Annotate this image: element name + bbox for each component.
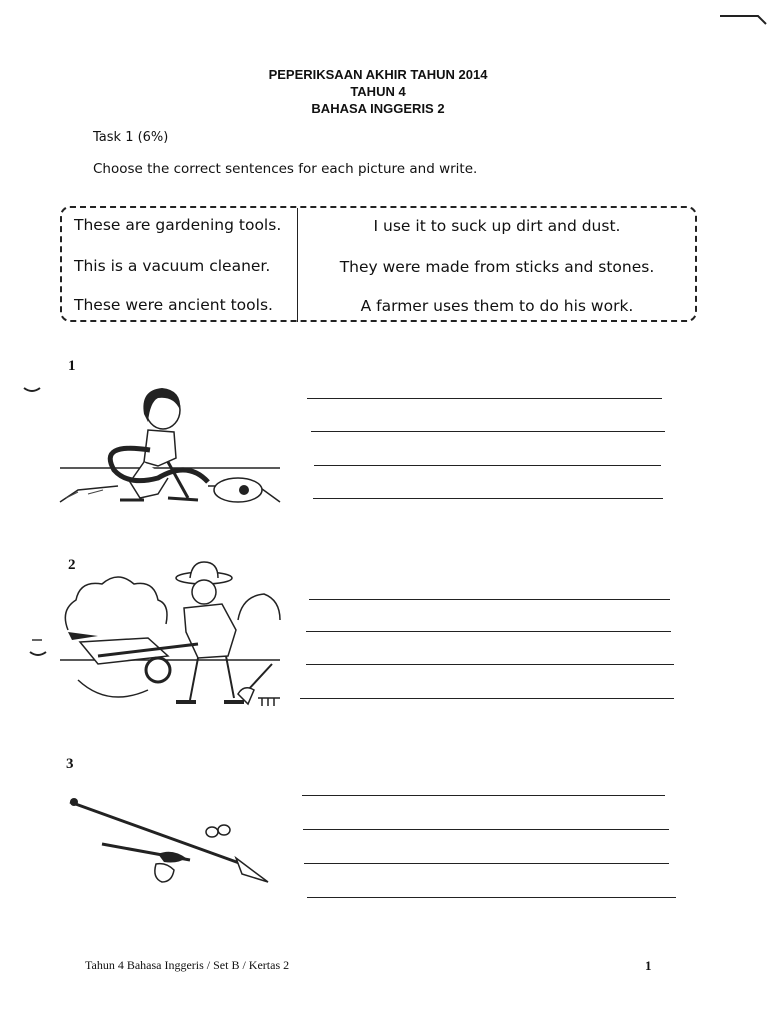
question-number: 2 xyxy=(68,557,76,573)
page-footer: Tahun 4 Bahasa Inggeris / Set B / Kertas 2 xyxy=(85,958,290,972)
question-number: 3 xyxy=(66,756,74,772)
answer-line[interactable] xyxy=(306,664,674,665)
task-title: Task 1 (6%) xyxy=(93,130,169,145)
word-box-left-item: This is a vacuum cleaner. xyxy=(74,257,271,275)
exam-title: PEPERIKSAAN AKHIR TAHUN 2014 xyxy=(268,67,488,82)
scan-mark xyxy=(22,378,44,398)
task-instruction: Choose the correct sentences for each picture and write. xyxy=(93,161,478,177)
exam-header xyxy=(0,66,756,117)
answer-line[interactable] xyxy=(313,498,663,499)
word-box-right-item: They were made from sticks and stones. xyxy=(339,258,655,276)
answer-line[interactable] xyxy=(311,431,665,432)
word-box-left-item: These were ancient tools. xyxy=(74,296,273,314)
answer-line[interactable] xyxy=(307,398,662,399)
word-box-divider xyxy=(297,208,298,322)
answer-line[interactable] xyxy=(303,829,669,830)
word-box xyxy=(60,206,697,322)
word-box-left-item: These are gardening tools. xyxy=(74,216,282,234)
answer-line[interactable] xyxy=(302,795,665,796)
answer-line[interactable] xyxy=(300,698,674,699)
word-box-right-item: A farmer uses them to do his work. xyxy=(360,297,634,315)
exam-subject: BAHASA INGGERIS 2 xyxy=(311,101,445,116)
question-number: 1 xyxy=(68,358,76,374)
answer-line[interactable] xyxy=(306,631,671,632)
farmer-with-wheelbarrow-illustration xyxy=(58,560,283,712)
answer-line[interactable] xyxy=(309,599,670,600)
girl-vacuuming-illustration xyxy=(58,382,283,512)
answer-line[interactable] xyxy=(304,863,669,864)
scan-mark xyxy=(28,634,50,664)
exam-year-level: TAHUN 4 xyxy=(350,84,406,99)
word-box-right-item: I use it to suck up dirt and dust. xyxy=(373,217,621,235)
ancient-tools-illustration xyxy=(64,790,274,890)
corner-mark xyxy=(718,10,768,30)
answer-line[interactable] xyxy=(307,897,676,898)
page-number: 1 xyxy=(645,958,652,973)
answer-line[interactable] xyxy=(314,465,661,466)
